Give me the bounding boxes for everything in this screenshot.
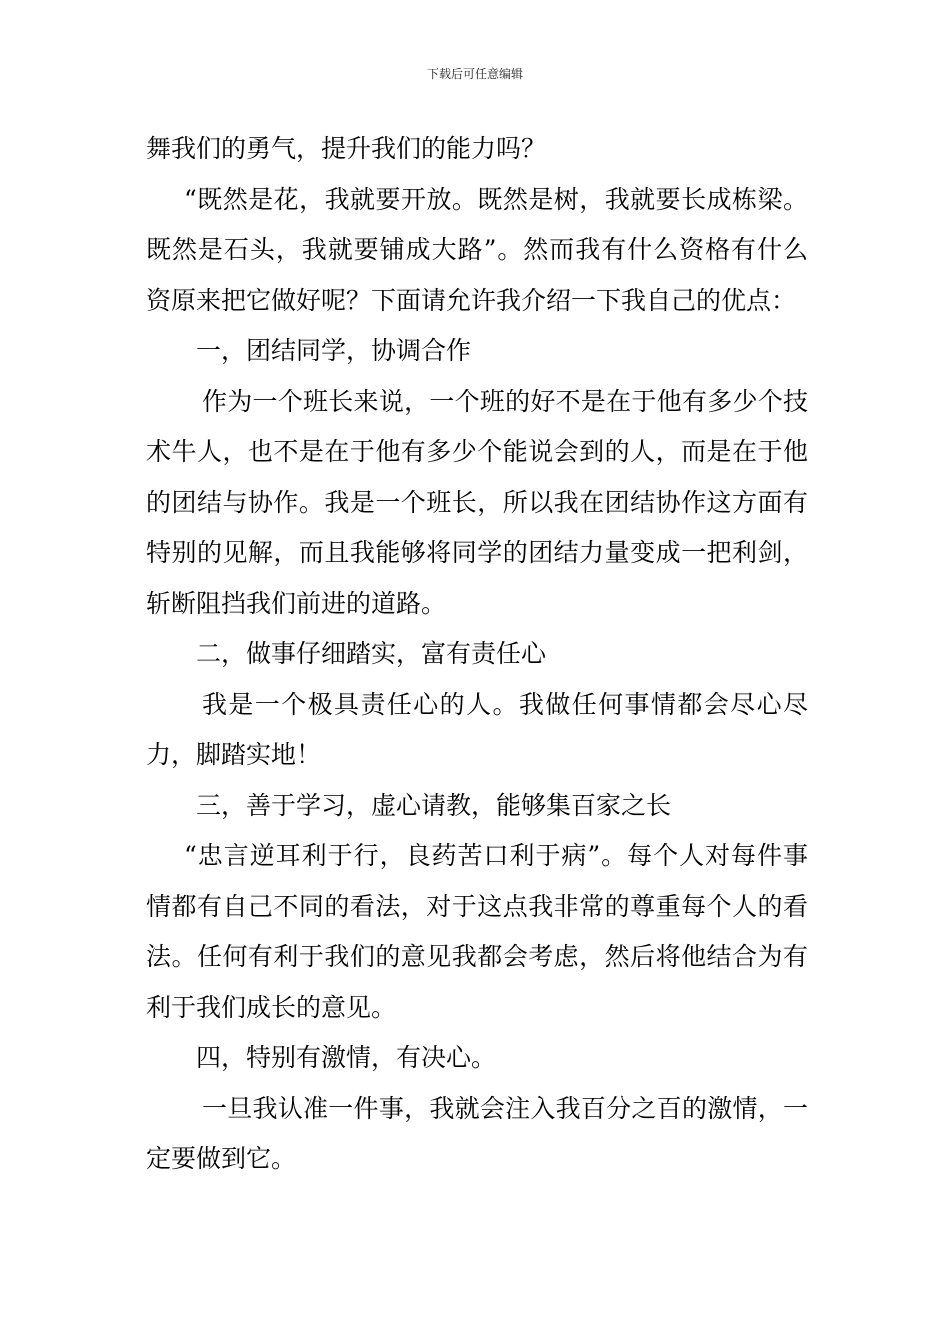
section-heading-unity: 一，团结同学，协调合作 xyxy=(196,336,472,365)
paragraph-responsibility: 我是一个极具责任心的人。我做任何事情都会尽心尽力，脚踏实地！ xyxy=(146,689,808,769)
document-body xyxy=(146,124,808,1185)
paragraph-quote-flower: “既然是花，我就要开放。既然是树，我就要长成栋梁。既然是石头，我就要铺成大路”。然而我有什么资格有什么资原来把它做好呢？下面请允许我介绍一下我自己的优点： xyxy=(146,184,808,315)
section-heading-learning: 三，善于学习，虚心请教，能够集百家之长 xyxy=(196,790,672,820)
paragraph-unity: 作为一个班长来说，一个班的好不是在于他有多少个技术牛人，也不是在于他有多少个能说会到的人，而是在于他的团结与协作。我是一个班长，所以我在团结协作这方面有特别的见解，而且我能够将同学的团结力量变成一把利剑，斩断阻挡我们前进的道路。 xyxy=(146,386,808,618)
paragraph-learning: “忠言逆耳利于行，良药苦口利于病”。每个人对每件事情都有自己不同的看法，对于这点我非常的尊重每个人的看法。任何有利于我们的意见我都会考虑，然后将他结合为有利于我们成长的意见。 xyxy=(146,841,808,1022)
page-header: 下载后可任意编辑 xyxy=(426,67,523,81)
section-heading-passion: 四，特别有激情，有决心。 xyxy=(196,1043,497,1072)
section-heading-responsibility: 二，做事仔细踏实，富有责任心 xyxy=(196,639,547,668)
paragraph-passion: 一旦我认准一件事，我就会注入我百分之百的激情，一定要做到它。 xyxy=(146,1093,808,1173)
paragraph-continuation: 舞我们的勇气，提升我们的能力吗？ xyxy=(146,134,547,163)
